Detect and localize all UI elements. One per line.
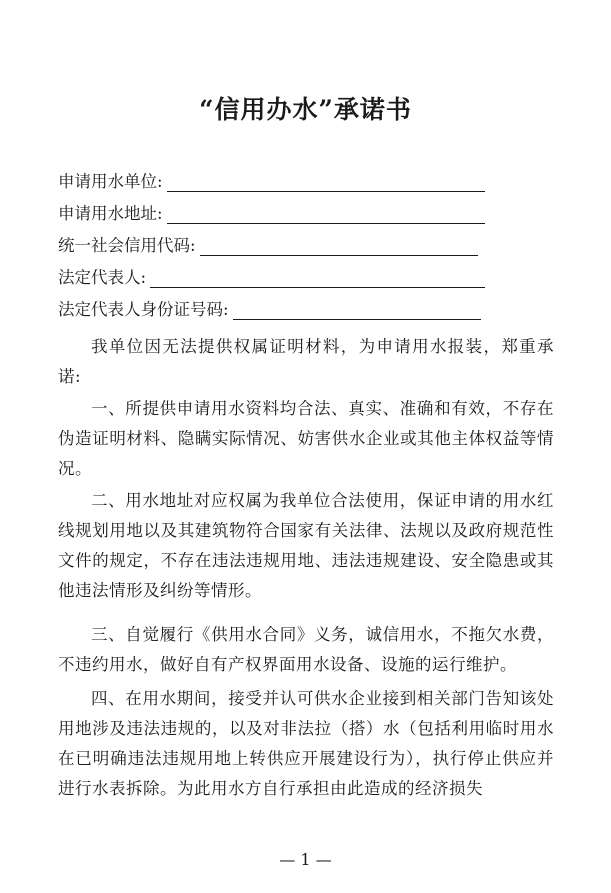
field-legal-rep-id	[58, 296, 481, 320]
field-water-address	[58, 200, 485, 224]
page-number: — 1 —	[279, 850, 332, 869]
field-label: 统一社会信用代码:	[58, 236, 196, 255]
field-label: 申请用水单位:	[58, 172, 163, 191]
paragraph-commitment-3: 三、自觉履行《供用水合同》义务，诚信用水，不拖欠水费，不违约用水，做好自有产权界面用水设备、设施的运行维护。	[58, 625, 554, 674]
blank-line	[150, 269, 485, 288]
field-legal-rep	[58, 264, 485, 288]
field-label: 法定代表人:	[58, 268, 147, 287]
field-water-unit	[58, 168, 485, 192]
field-credit-code	[58, 232, 478, 256]
paragraph-commitment-2: 二、用水地址对应权属为我单位合法使用，保证申请的用水红线规划用地以及其建筑物符合国家有关法律、法规以及政府规范性文件的规定，不存在违法违规用地、违法违规建设、安全隐患或其他违法情形及纠纷等情形。	[58, 491, 554, 600]
blank-line	[167, 173, 485, 192]
document-title: “信用办水”承诺书	[199, 95, 412, 124]
paragraph-commitment-1: 一、所提供申请用水资料均合法、真实、准确和有效，不存在伪造证明材料、隐瞒实际情况、妨害供水企业或其他主体权益等情况。	[58, 399, 554, 478]
blank-line	[167, 205, 485, 224]
paragraph-commitment-4: 四、在用水期间，接受并认可供水企业接到相关部门告知该处用地涉及违法违规的，以及对非法拉（搭）水（包括利用临时用水在已明确违法违规用地上转供应开展建设行为），执行停止供应并进行水表拆除。为此用水方自行承担由此造成的经济损失	[58, 689, 554, 798]
paragraph-intro: 我单位因无法提供权属证明材料，为申请用水报装，郑重承诺:	[58, 337, 554, 386]
blank-line	[233, 301, 481, 320]
field-label: 申请用水地址:	[58, 204, 163, 223]
field-label: 法定代表人身份证号码:	[58, 300, 229, 319]
blank-line	[200, 237, 478, 256]
